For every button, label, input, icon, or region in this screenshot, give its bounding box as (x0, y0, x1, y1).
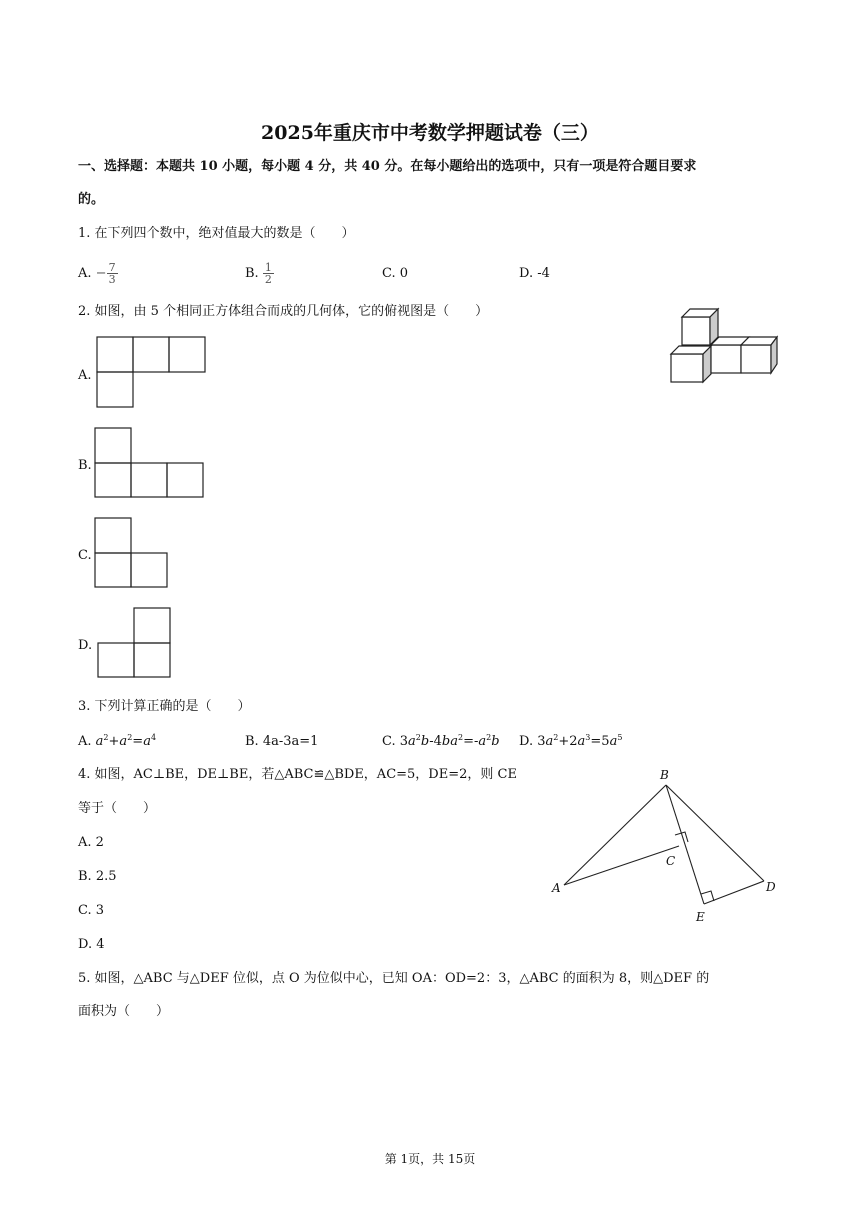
q2-d-top-view (97, 607, 173, 679)
q4-option-b: B. 2.5 (78, 869, 117, 884)
page-title: 2025年重庆市中考数学押题试卷（三） (261, 122, 599, 144)
q3-option-b: B. 4a-3a=1 (245, 734, 319, 749)
q4-stem-line2: 等于（ ） (78, 801, 157, 816)
q5-stem-line2: 面积为（ ） (78, 1004, 170, 1019)
q1-option-b (245, 258, 274, 290)
q5-stem-line1: 5. 如图，△ABC 与△DEF 位似，点 O 为位似中心，已知 OA：OD=2：3，△ABC 的面积为 8，则△DEF 的 (78, 971, 710, 986)
q2-option-c: C. (78, 548, 92, 563)
label-c: C (666, 854, 676, 868)
section-heading-cont: 的。 (78, 192, 105, 207)
q1-b-num: 1 (264, 261, 272, 274)
q2-a-top-view (96, 336, 208, 410)
q1-a-den: 3 (108, 273, 116, 286)
q1-a-num: 7 (108, 261, 116, 274)
q1-a-fraction (107, 262, 118, 285)
q2-option-d: D. (78, 638, 93, 653)
q1-a-sign: − (95, 266, 107, 281)
label-d: D (766, 880, 776, 894)
q2-stem: 2. 如图，由 5 个相同正方体组合而成的几何体，它的俯视图是（ ） (78, 304, 489, 319)
q1-option-d: D. -4 (519, 266, 550, 281)
q3-option-d: D. $3a^2+2a^3=5a^5$ (519, 733, 623, 749)
label-b: B (660, 768, 669, 782)
q3-stem: 3. 下列计算正确的是（ ） (78, 699, 251, 714)
q4-triangle-figure (548, 764, 788, 930)
label-a: A (552, 881, 561, 895)
q1-option-a (78, 258, 118, 290)
q2-b-top-view (94, 427, 206, 499)
q4-option-a: A. 2 (78, 835, 104, 850)
section-heading: 一、选择题：本题共 10 小题，每小题 4 分，共 40 分。在每小题给出的选项中，只有一项是符合题目要求 (78, 159, 697, 174)
q1-b-label: B. (245, 266, 263, 281)
label-e: E (696, 910, 705, 924)
page-footer: 第 1页，共 15页 (384, 1152, 476, 1166)
q2-option-b: B. (78, 458, 92, 473)
q4-stem-line1: 4. 如图，AC⊥BE，DE⊥BE，若△ABC≌△BDE，AC=5，DE=2，则 CE (78, 767, 517, 782)
q4-option-d: D. 4 (78, 937, 105, 952)
q3-option-a: A. $a^2+a^2=a^4$ (78, 733, 157, 749)
q1-stem: 1. 在下列四个数中，绝对值最大的数是（ ） (78, 226, 355, 241)
cube-solid-figure (668, 300, 783, 390)
q1-option-c: C. 0 (382, 266, 409, 281)
q1-b-fraction (263, 262, 274, 285)
q1-a-label: A. (78, 266, 96, 281)
q3-option-c: C. $3a^2b-4ba^2=-a^2b$ (382, 733, 500, 749)
q1-b-den: 2 (264, 273, 272, 286)
q4-option-c: C. 3 (78, 903, 105, 918)
q2-c-top-view (94, 517, 170, 589)
q2-option-a: A. (78, 368, 92, 383)
